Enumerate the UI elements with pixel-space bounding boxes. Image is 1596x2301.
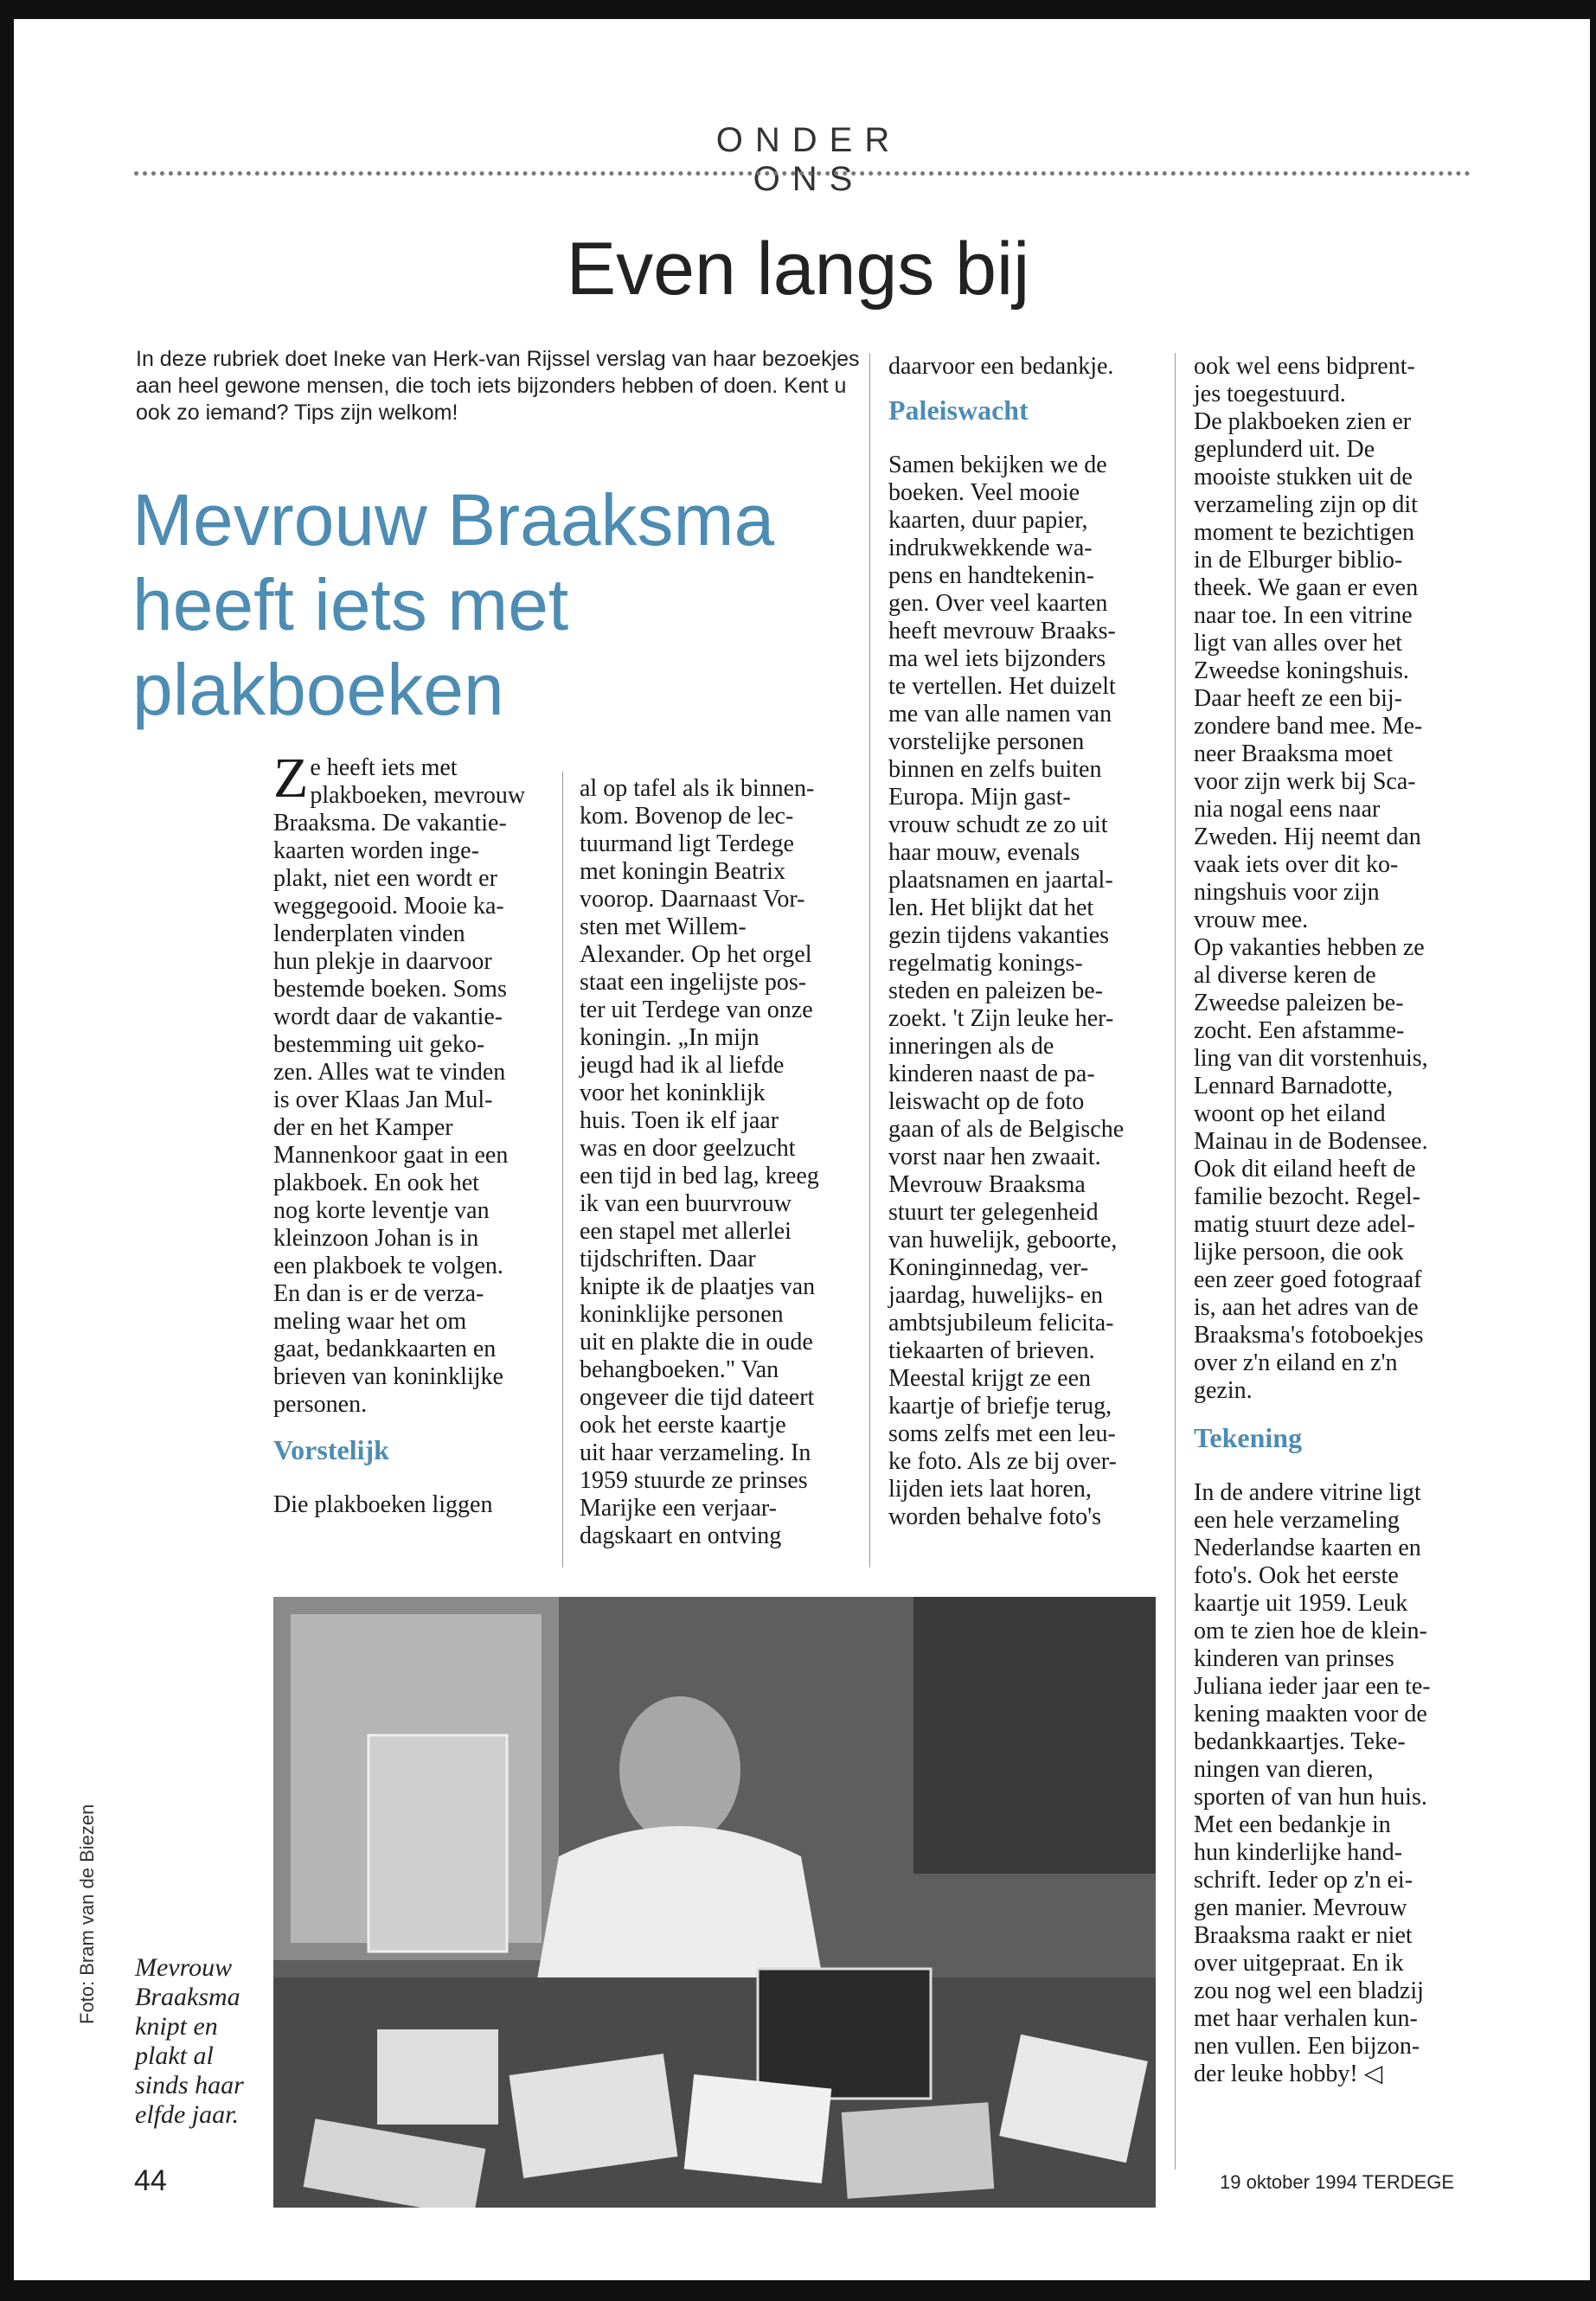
section-label: ONDER ONS (715, 121, 902, 198)
subhead-tekening: Tekening (1194, 1422, 1303, 1453)
column-2: al op tafel als ik binnen- kom. Bovenop de lec- tuurmand ligt Terdege met koningin Beatrix voorop. Daarnaast Vor- sten met Willem- Alexander. Op het orgel staat een ingelijste pos- ter uit Terdege van onze koningin. „In mijn jeugd had ik al liefde voor het koninklijk huis. Toen ik elf jaar was en door geelzucht een tijd in bed lag, kreeg ik van een buurvrouw een stapel met allerlei tijdschriften. Daar knipte ik de plaatjes van koninklijke personen uit en plakte die in oude behangboeken." Van ongeveer die tijd dateert ook het eerste kaartje uit haar verzameling. In 1959 stuurde ze prinses Marijke een verjaar- dagskaart en ontving (580, 775, 819, 1549)
column-1-text: e heeft iets met plakboeken, mevrouw Braaksma. De vakantie- kaarten worden inge- plakt, niet een wordt er weggegooid. Mooie ka- lenderplaten vinden hun plekje in daarvoor bestemde boeken. Soms wordt daar de vakantie- bestemming uit geko- zen. Alles wat te vinden is over Klaas Jan Mul- der en het Kamper Mannenkoor gaat in een plakboek. En ook het nog korte leventje van kleinzoon Johan is in een plakboek te volgen. En dan is er de verza- meling waar het om gaat, bedankkaarten en brieven van koninklijke personen. (273, 754, 526, 1418)
column-rule (1175, 353, 1176, 2170)
column-rule (562, 772, 563, 1567)
intro-text: In deze rubriek doet Ineke van Herk-van Rijssel verslag van haar bezoekjes aan heel gewone mensen, die toch iets bijzonders hebben of doen. Kent u ook zo iemand? Tips zijn welkom! (136, 347, 860, 425)
dotted-divider (134, 171, 1471, 176)
rubric-title: Even langs bij (566, 228, 1030, 311)
column-1-text-2: Die plakboeken liggen (273, 1491, 493, 1518)
column-rule (869, 353, 870, 1567)
column-3-text: daarvoor een bedankje. (888, 353, 1114, 380)
photo-illustration (273, 1597, 1156, 2208)
subhead-paleiswacht: Paleiswacht (888, 394, 1029, 426)
photo-credit: Foto: Bram van de Biezen (76, 1804, 98, 2024)
scan-border-bottom (0, 2280, 1596, 2301)
column-4-text: ook wel eens bidprent- jes toegestuurd. De plakboeken zien er geplunderd uit. De mooiste stukken uit de verzameling zijn op dit moment te bezichtigen in de Elburger biblio- theek. We gaan er even naar toe. In een vitrine ligt van alles over het Zweedse koningshuis. Daar heeft ze een bij- zondere band mee. Me- neer Braaksma moet voor zijn werk bij Sca- nia nogal eens naar Zweden. Hij neemt dan vaak iets over dit ko- ningshuis voor zijn vrouw mee. Op vakanties hebben ze al diverse keren de Zweedse paleizen be- zocht. Een afstamme- ling van dit vorstenhuis, Lennard Barnadotte, woont op het eiland Mainau in de Bodensee. Ook dit eiland heeft de familie bezocht. Regel- matig stuurt deze adel- lijke persoon, die ook een zeer goed fotograaf is, aan het adres van de Braaksma's fotoboekjes over z'n eiland en z'n gezin. (1194, 353, 1428, 1404)
article-headline: Mevrouw Braaksma heeft iets met plakboeken (132, 479, 775, 730)
subhead-vorstelijk: Vorstelijk (273, 1434, 389, 1465)
photo-caption: Mevrouw Braaksma knipt en plakt al sinds haar elfde jaar. (135, 1953, 244, 2129)
drop-cap: Z (273, 747, 309, 810)
scan-border-top (0, 0, 1596, 19)
issue-footer: 19 oktober 1994 TERDEGE (1220, 2171, 1455, 2193)
column-3-text-2: Samen bekijken we de boeken. Veel mooie kaarten, duur papier, indrukwekkende wa- pens en handtekenin- gen. Over veel kaarten heeft mevrouw Braaks- ma wel iets bijzonders te vertellen. Het duizelt me van alle namen van vorstelijke personen binnen en zelfs buiten Europa. Mijn gast- vrouw schudt ze zo uit haar mouw, evenals plaatsnamen en jaartal- len. Het blijkt dat het gezin tijdens vakanties regelmatig konings- steden en paleizen be- zoekt. 't Zijn leuke her- inneringen als de kinderen naast de pa- leiswacht op de foto gaan of als de Belgische vorst naar hen zwaait. Mevrouw Braaksma stuurt ter gelegenheid van huwelijk, geboorte, Koninginnedag, ver- jaardag, huwelijks- en ambtsjubileum felicita- tiekaarten of brieven. Meestal krijgt ze een kaartje of briefje terug, soms zelfs met een leu- ke foto. Als ze bij over- lijden iets laat horen, worden behalve foto's (888, 452, 1125, 1530)
column-1 (273, 747, 546, 1519)
scan-border-right (1590, 0, 1596, 2301)
column-4 (1194, 353, 1453, 2088)
article-photo (273, 1597, 1156, 2208)
column-4-text-2: In de andere vitrine ligt een hele verzameling Nederlandse kaarten en foto's. Ook het eerste kaartje uit 1959. Leuk om te zien hoe de klein- kinderen van prinses Juliana ieder jaar een te- kening maakten voor de bedankkaartjes. Teke- ningen van dieren, sporten of van hun huis. Met een bedankje in hun kinderlijke hand- schrift. Ieder op z'n ei- gen manier. Mevrouw Braaksma raakt er niet over uitgepraat. En ik zou nog wel een bladzij met haar verhalen kun- nen vullen. Een bijzon- der leuke hobby! ◁ (1194, 1479, 1431, 2087)
column-3 (888, 353, 1148, 1531)
scan-border-left (0, 0, 14, 2301)
page-number: 44 (134, 2164, 167, 2197)
